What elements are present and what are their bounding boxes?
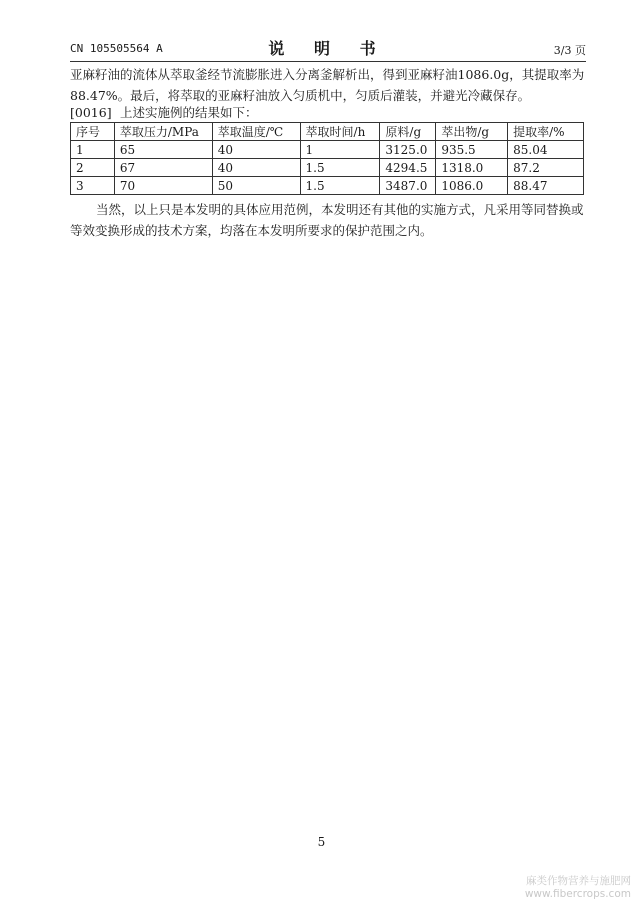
table-cell: 85.04: [508, 141, 584, 159]
table-header-row: [71, 123, 584, 141]
watermark-site-name: 麻类作物营养与施肥网: [526, 875, 631, 887]
table-cell: 3: [71, 177, 115, 195]
table-cell: 87.2: [508, 159, 584, 177]
table-cell: 40: [212, 141, 300, 159]
column-header-raw-material: 原料/g: [380, 123, 436, 141]
table-row: [71, 177, 584, 195]
table-cell: 40: [212, 159, 300, 177]
column-header-time: 萃取时间/h: [300, 123, 380, 141]
page-indicator: 3/3 页: [553, 44, 586, 57]
column-header-pressure: 萃取压力/MPa: [114, 123, 212, 141]
table-cell: 65: [114, 141, 212, 159]
column-header-temperature: 萃取温度/℃: [212, 123, 300, 141]
paragraph-number: [0016]: [70, 105, 112, 120]
table-cell: 2: [71, 159, 115, 177]
page-header: [70, 36, 586, 60]
table-cell: 935.5: [436, 141, 508, 159]
table-cell: 1: [71, 141, 115, 159]
paragraph-conclusion: 当然，以上只是本发明的具体应用范例，本发明还有其他的实施方式，凡采用等同替换或等效变换形成的技术方案，均落在本发明所要求的保护范围之内。: [70, 202, 584, 238]
table-row: [71, 159, 584, 177]
watermark: [525, 875, 631, 901]
paragraph-text: 上述实施例的结果如下：: [120, 105, 258, 120]
table-cell: 1318.0: [436, 159, 508, 177]
table-row: [71, 141, 584, 159]
table-cell: 1.5: [300, 177, 380, 195]
results-table: [70, 122, 584, 195]
paragraph-0016: [70, 102, 590, 123]
column-header-extract: 萃出物/g: [436, 123, 508, 141]
column-header-index: 序号: [71, 123, 115, 141]
table-cell: 4294.5: [380, 159, 436, 177]
table-cell: 1086.0: [436, 177, 508, 195]
table-cell: 50: [212, 177, 300, 195]
table-cell: 67: [114, 159, 212, 177]
table-cell: 70: [114, 177, 212, 195]
watermark-url: www.fibercrops.com: [524, 888, 631, 900]
header-divider: [70, 61, 586, 62]
document-title: 说 明 书: [268, 39, 388, 58]
table-cell: 1.5: [300, 159, 380, 177]
page-number: 5: [317, 835, 326, 849]
table-cell: 3487.0: [380, 177, 436, 195]
column-header-yield: 提取率/%: [508, 123, 584, 141]
table-cell: 3125.0: [380, 141, 436, 159]
table-cell: 88.47: [508, 177, 584, 195]
paragraph-extraction-result: 亚麻籽油的流体从萃取釜经节流膨胀进入分离釜解析出，得到亚麻籽油1086.0g，其提取率为88.47%。最后，将萃取的亚麻籽油放入匀质机中，匀质后灌装，并避光冷藏保存。: [70, 67, 585, 103]
patent-number: CN 105505564 A: [70, 42, 163, 55]
table-cell: 1: [300, 141, 380, 159]
